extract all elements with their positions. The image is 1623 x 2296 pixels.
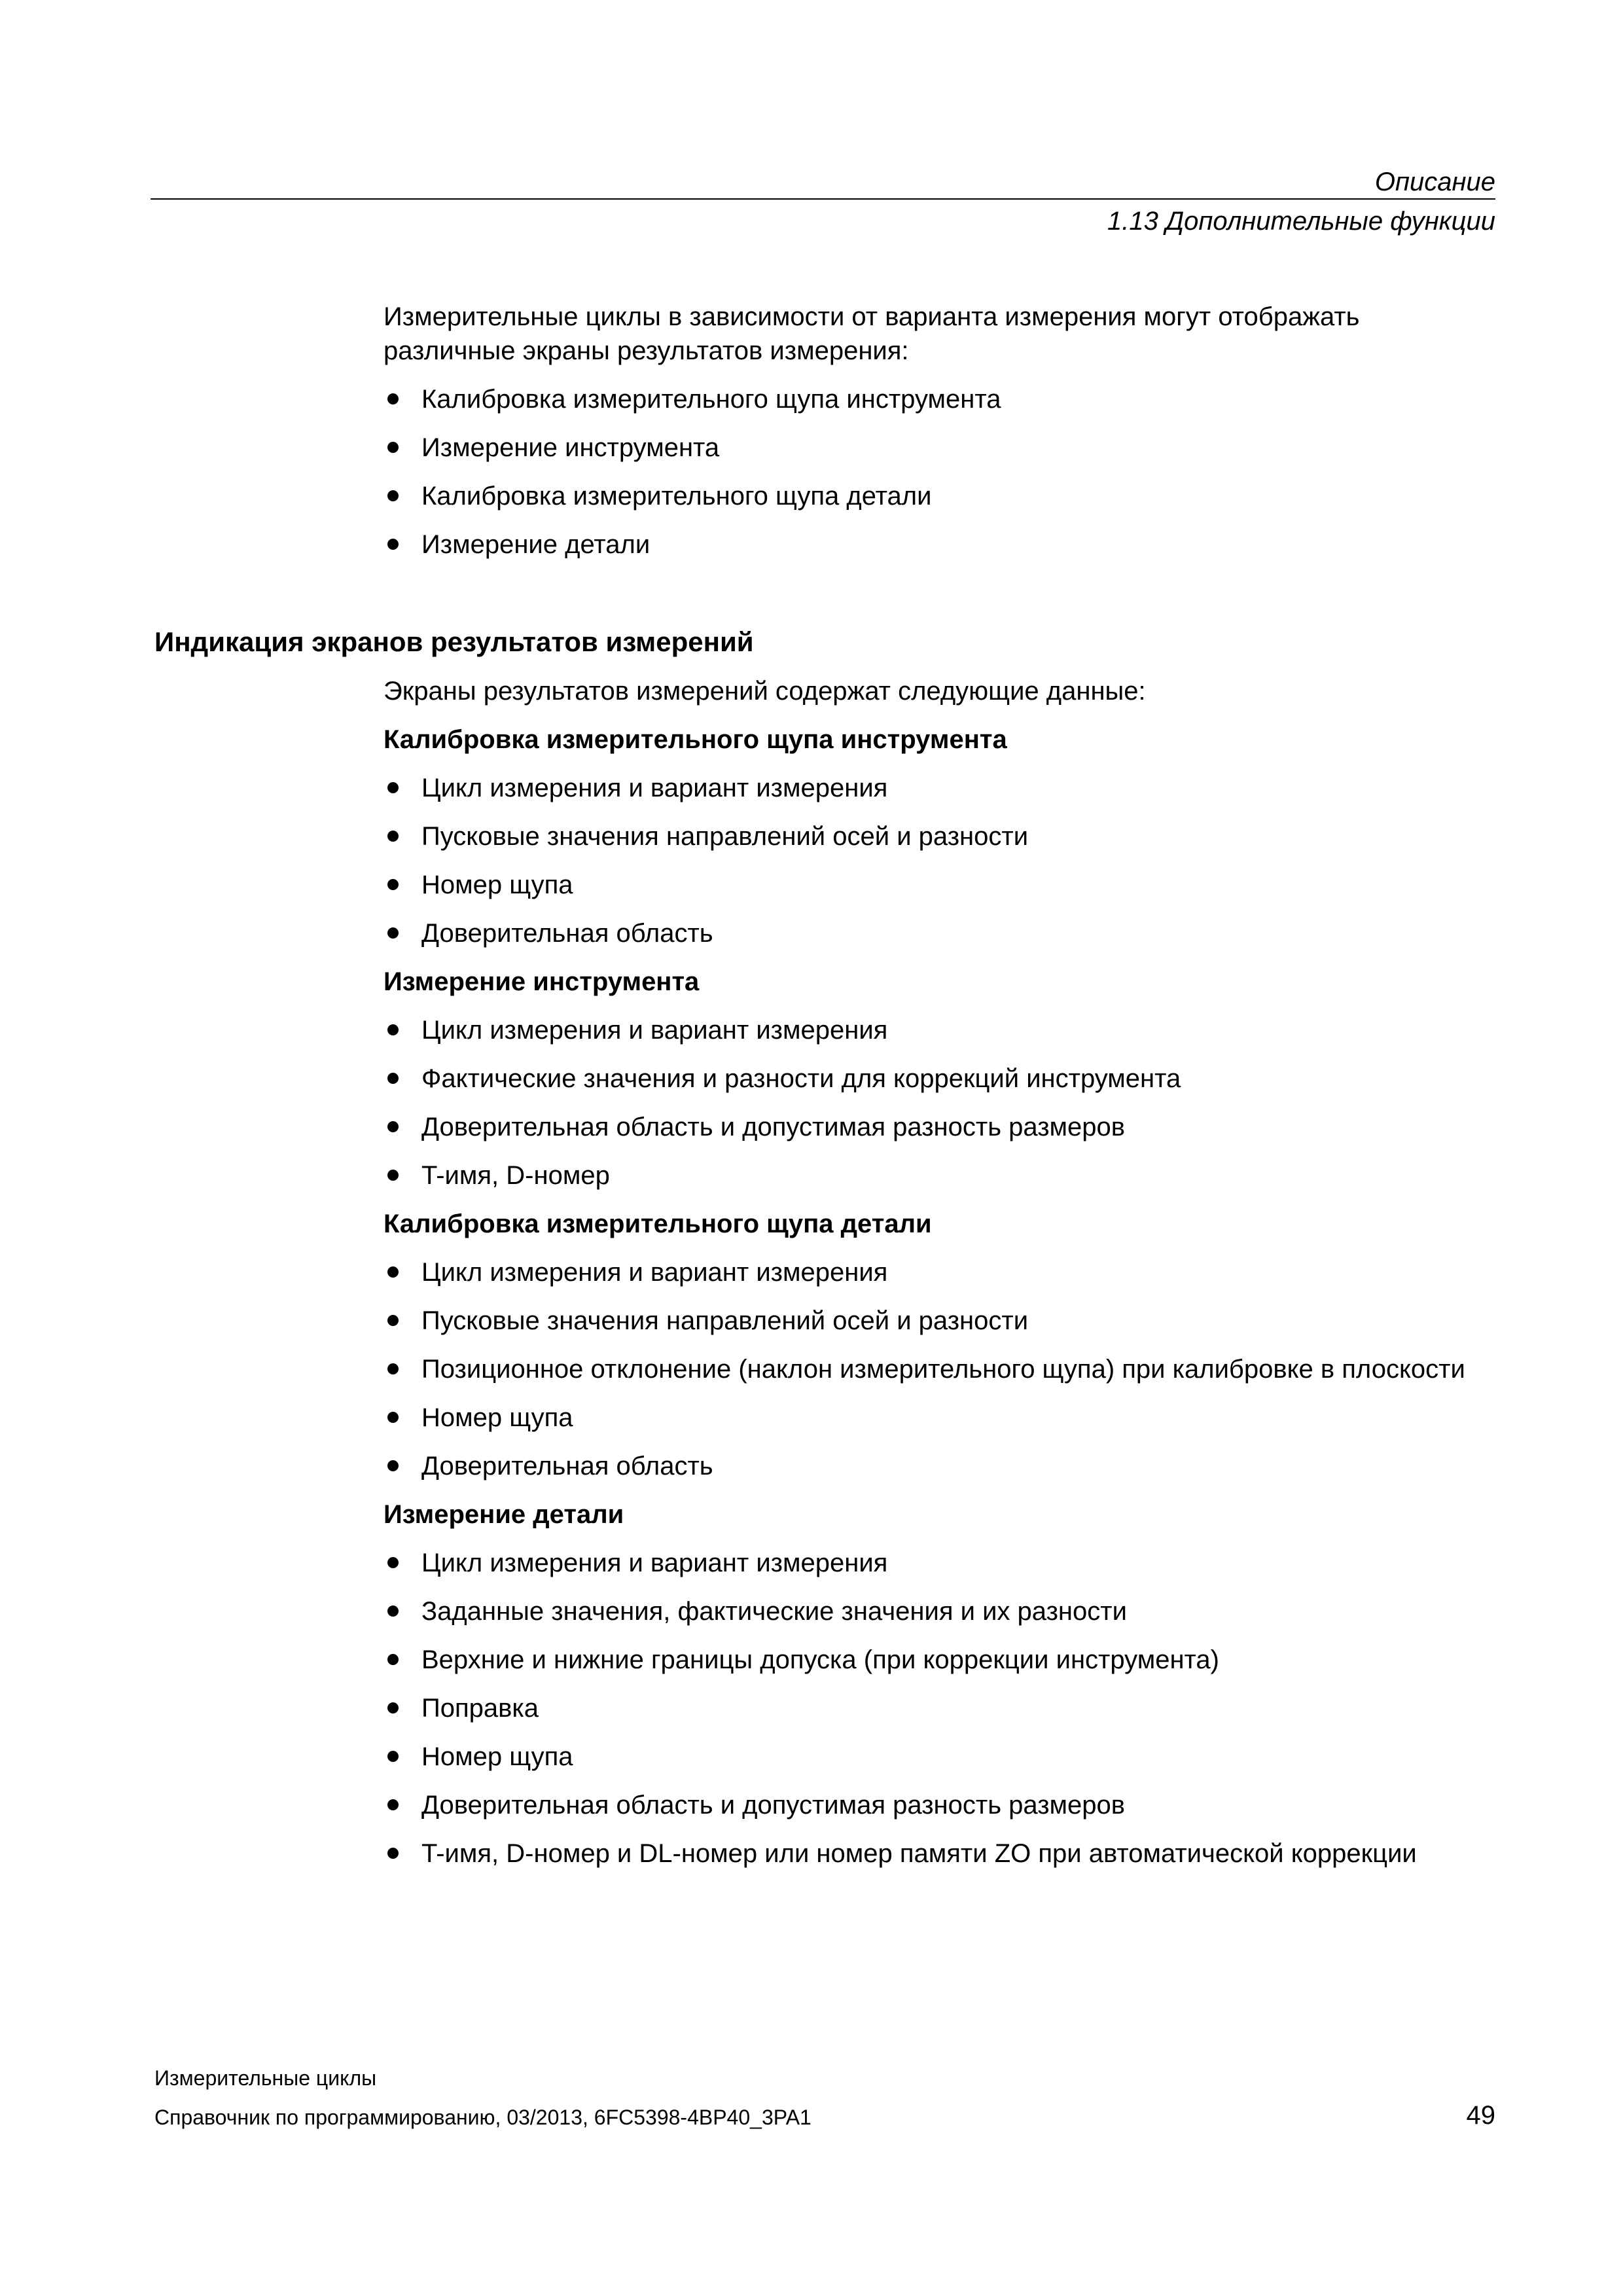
subheading-tool-probe-calibration: Калибровка измерительного щупа инструмента (383, 725, 1007, 754)
subheading-workpiece-measurement: Измерение детали (383, 1500, 624, 1529)
list-item-text: Поправка (421, 1694, 539, 1723)
bullet-icon (387, 879, 399, 890)
bullet-icon (387, 1751, 399, 1762)
list-item-text: Позиционное отклонение (наклон измерительного щупа) при калибровке в плоскости (421, 1355, 1465, 1384)
workpiece-probe-calibration-list (383, 1255, 1496, 1483)
bullet-icon (387, 1315, 399, 1326)
bullet-icon (387, 490, 399, 501)
list-item (383, 1013, 1496, 1047)
list-item (383, 1691, 1496, 1725)
list-item-text: Доверительная область (421, 1452, 713, 1480)
list-item-text: Измерение детали (421, 530, 651, 559)
list-item (383, 479, 1496, 513)
header-chapter: Описание (1374, 168, 1495, 196)
list-item (383, 1158, 1496, 1193)
list-item-text: Номер щупа (421, 870, 573, 899)
list-item-text: Фактические значения и разности для коррекций инструмента (421, 1064, 1181, 1093)
intro-list (383, 382, 1496, 576)
bullet-icon (387, 1848, 399, 1859)
bullet-icon (387, 1363, 399, 1374)
list-item (383, 1255, 1496, 1289)
list-item (383, 771, 1496, 805)
tool-probe-calibration-list (383, 771, 1496, 950)
list-item (383, 868, 1496, 902)
list-item (383, 1352, 1496, 1386)
list-item (383, 1304, 1496, 1338)
subheading-workpiece-probe-calibration: Калибровка измерительного щупа детали (383, 1210, 932, 1238)
tool-measurement-list (383, 1013, 1496, 1193)
bullet-icon (387, 1412, 399, 1423)
list-item-text: Цикл измерения и вариант измерения (421, 1016, 888, 1045)
list-item-text: T-имя, D-номер и DL-номер или номер памяти ZO при автоматической коррекции (421, 1839, 1417, 1868)
list-item-text: Пусковые значения направлений осей и разности (421, 822, 1029, 851)
bullet-icon (387, 1121, 399, 1132)
subheading-tool-measurement: Измерение инструмента (383, 967, 700, 996)
list-item-text: Цикл измерения и вариант измерения (421, 1258, 888, 1287)
bullet-icon (387, 1170, 399, 1181)
bullet-icon (387, 782, 399, 793)
list-item (383, 382, 1496, 416)
bullet-icon (387, 1605, 399, 1617)
list-item-text: Номер щупа (421, 1403, 573, 1432)
footer-document-info: Справочник по программированию, 03/2013, 6FC5398-4BP40_3PA1 (154, 2106, 812, 2129)
footer-book-title: Измерительные циклы (154, 2066, 377, 2090)
list-item-text: Цикл измерения и вариант измерения (421, 774, 888, 802)
bullet-icon (387, 1654, 399, 1665)
list-item-text: Верхние и нижние границы допуска (при коррекции инструмента) (421, 1645, 1219, 1674)
list-item (383, 1837, 1496, 1871)
lead-paragraph: Экраны результатов измерений содержат следующие данные: (383, 677, 1146, 706)
page-number: 49 (1466, 2101, 1495, 2130)
list-item (383, 916, 1496, 950)
list-item-text: Калибровка измерительного щупа детали (421, 482, 932, 511)
list-item (383, 528, 1496, 562)
list-item (383, 1788, 1496, 1822)
list-item (383, 1740, 1496, 1774)
list-item-text: Доверительная область (421, 919, 713, 948)
section-heading: Индикация экранов результатов измерений (154, 626, 754, 657)
bullet-icon (387, 1557, 399, 1568)
bullet-icon (387, 1799, 399, 1810)
bullet-icon (387, 1702, 399, 1713)
list-item (383, 1643, 1496, 1677)
list-item-text: Цикл измерения и вариант измерения (421, 1549, 888, 1577)
list-item (383, 1062, 1496, 1096)
list-item (383, 1110, 1496, 1144)
list-item (383, 1401, 1496, 1435)
list-item-text: Номер щупа (421, 1742, 573, 1771)
intro-paragraph: Измерительные циклы в зависимости от варианта измерения могут отображать различные экраны результатов измерения: (383, 302, 1360, 365)
bullet-icon (387, 1266, 399, 1278)
list-item-text: Калибровка измерительного щупа инструмента (421, 385, 1001, 414)
workpiece-measurement-list (383, 1546, 1496, 1871)
list-item-text: Измерение инструмента (421, 433, 720, 462)
list-item (383, 819, 1496, 853)
header-section: 1.13 Дополнительные функции (1107, 207, 1495, 236)
bullet-icon (387, 831, 399, 842)
list-item-text: T-имя, D-номер (421, 1161, 610, 1190)
bullet-icon (387, 927, 399, 939)
list-item (383, 1546, 1496, 1580)
bullet-icon (387, 539, 399, 550)
list-item-text: Доверительная область и допустимая разность размеров (421, 1791, 1126, 1820)
bullet-icon (387, 442, 399, 453)
bullet-icon (387, 393, 399, 404)
list-item-text: Заданные значения, фактические значения и их разности (421, 1597, 1127, 1626)
bullet-icon (387, 1460, 399, 1471)
header-rule (151, 198, 1495, 200)
results-content (383, 674, 1496, 1885)
list-item-text: Доверительная область и допустимая разность размеров (421, 1113, 1126, 1141)
list-item (383, 1449, 1496, 1483)
list-item-text: Пусковые значения направлений осей и разности (421, 1306, 1029, 1335)
bullet-icon (387, 1024, 399, 1035)
list-item (383, 431, 1496, 465)
bullet-icon (387, 1073, 399, 1084)
list-item (383, 1594, 1496, 1628)
